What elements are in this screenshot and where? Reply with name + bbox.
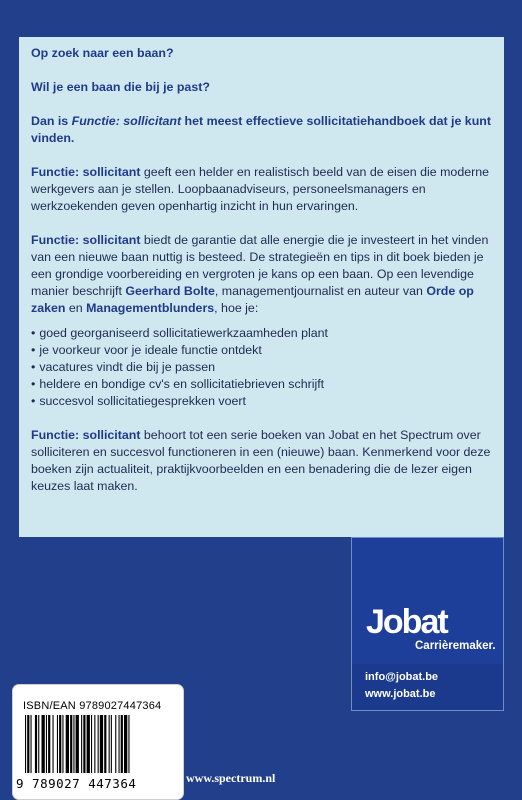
- paragraph-guarantee: Functie: sollicitant biedt de garantie dat alle energie die je investeert in het vinden van een nieuwe baan nuttig is besteed. De strategieën en tips in dit boek bieden je een grondige voorbereiding en vergroten je kans op een baan. Op een levendige manier beschrijft Geerhard Bolte, managementjournalist en auteur van Orde op zaken en Managementblunders, hoe je:: [31, 233, 489, 315]
- intro-question-1: Op zoek naar een baan?: [31, 46, 174, 60]
- book-title: Functie: sollicitant: [71, 114, 182, 128]
- paragraph-description: Functie: sollicitant geeft een helder en realistisch beeld van de eisen die moderne werkgevers aan je stellen. Loopbaanadviseurs, personeelsmanagers en werkzoekenden geven openhartig inzicht in hun ervaringen.: [31, 165, 490, 213]
- other-book-title: Orde op zaken: [31, 284, 474, 315]
- logo-tagline: Carrièremaker.: [415, 640, 496, 652]
- blurb-panel: [19, 37, 504, 537]
- jobat-logo-panel: [351, 537, 504, 664]
- list-item: • goed georganiseerd sollicitatiewerkzaamheden plant: [31, 325, 492, 342]
- isbn-text: ISBN/EAN 9789027447364: [23, 700, 162, 712]
- list-item: • succesvol sollicitatiegesprekken voert: [31, 393, 492, 410]
- list-item: • je voorkeur voor je ideale functie ontdekt: [31, 342, 492, 359]
- contact-panel: [351, 664, 504, 711]
- intro-question-2: Wil je een baan die bij je past?: [31, 80, 210, 94]
- barcode-digits: 9 789027 447364: [16, 776, 137, 791]
- barcode-label: [12, 684, 184, 800]
- list-item: • heldere en bondige cv's en sollicitatiebrieven schrijft: [31, 376, 492, 393]
- publisher-url[interactable]: www.spectrum.nl: [186, 771, 276, 785]
- list-item: • vacatures vindt die bij je passen: [31, 359, 492, 376]
- contact-website[interactable]: www.jobat.be: [365, 688, 436, 700]
- book-title: Functie: sollicitant: [31, 428, 141, 442]
- jobat-logo: Jobat: [366, 603, 447, 641]
- book-title: Functie: sollicitant: [31, 233, 141, 247]
- contact-email[interactable]: info@jobat.be: [365, 671, 439, 683]
- paragraph-series: Functie: sollicitant behoort tot een serie boeken van Jobat en het Spectrum over solliciteren en succesvol functioneren in een (nieuwe) baan. Kenmerkend voor deze boeken zijn actualiteit, praktijkvoorbeelden en een benadering die de lezer eigen keuzes laat maken.: [31, 428, 491, 493]
- other-book-title: Managementblunders: [86, 301, 215, 315]
- bullet-list: [31, 325, 492, 410]
- book-title: Functie: sollicitant: [31, 165, 141, 179]
- author-name: Geerhard Bolte: [125, 284, 215, 298]
- barcode-icon: [21, 715, 179, 777]
- intro-statement: Dan is Functie: sollicitant het meest effectieve sollicitatiehandboek dat je kunt vinden.: [31, 114, 491, 145]
